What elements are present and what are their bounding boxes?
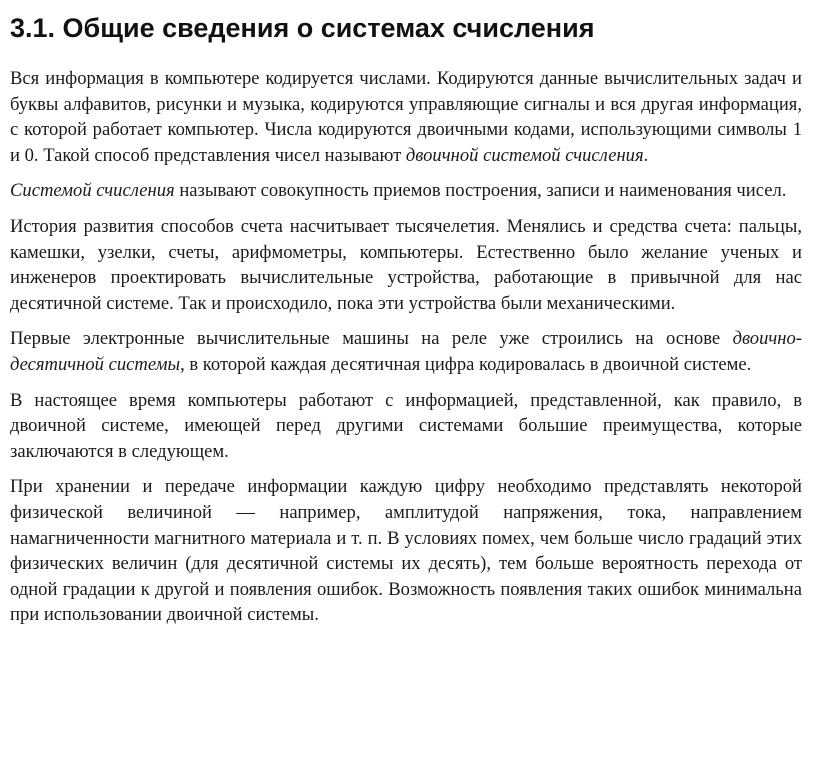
text-run: , в которой каждая десятичная цифра кодировалась в двоичной системе. <box>180 353 752 375</box>
paragraph-present-day <box>10 388 802 465</box>
paragraph-intro <box>10 66 802 168</box>
text-run: Вся информация в компьютере кодируется числами. Кодируются данные вычислительных задач и буквы алфавитов, рисунки и музыка, кодируются управляющие сигналы и вся другая информация, с которой работает компьютер. Числа кодируются двоичными кодами, использующими символы 1 и 0. Такой способ представления чисел называют <box>10 68 802 166</box>
text-run: История развития способов счета насчитывает тысячелетия. Менялись и средства счета: пальцы, камешки, узелки, счеты, арифмометры, компьютеры. Естественно было желание ученых и инженеров проектировать вычислительные устройства, работающие в привычной для нас десятичной системе. Так и происходило, пока эти устройства были механическими. <box>10 215 802 314</box>
italic-term-binary-system: двоичной системой счисления <box>405 144 644 166</box>
text-run: . <box>643 144 649 166</box>
paragraph-definition <box>10 178 802 204</box>
paragraph-first-computers <box>10 326 802 377</box>
text-run: называют совокупность приемов построения, записи и наименования чисел. <box>174 180 787 202</box>
text-run: В настоящее время компьютеры работают с информацией, представленной, как правило, в двоичной системе, имеющей перед другими системами большие преимущества, которые заключаются в следующем. <box>10 389 802 462</box>
paragraph-history <box>10 214 802 316</box>
italic-term-numeral-system: Системой счисления <box>10 180 175 202</box>
body-text <box>10 66 802 628</box>
text-run: Первые электронные вычислительные машины на реле уже строились на основе <box>10 328 733 350</box>
section-title: 3.1. Общие сведения о системах счисления <box>10 13 595 43</box>
italic-term-binary-decimal-system: двоично-десятичной системы <box>10 328 802 375</box>
paragraph-storage-transfer <box>10 474 802 628</box>
text-run: При хранении и передаче информации каждую цифру необходимо представлять некоторой физической величиной — например, амплитудой напряжения, тока, направлением намагниченности магнитного материала и т. п. В условиях помех, чем больше число градаций этих физических величин (для десятичной системы их десять), тем больше вероятность перехода от одной градации к другой и появления ошибок. Возможность появления таких ошибок минимальна при использовании двоичной системы. <box>10 476 802 626</box>
